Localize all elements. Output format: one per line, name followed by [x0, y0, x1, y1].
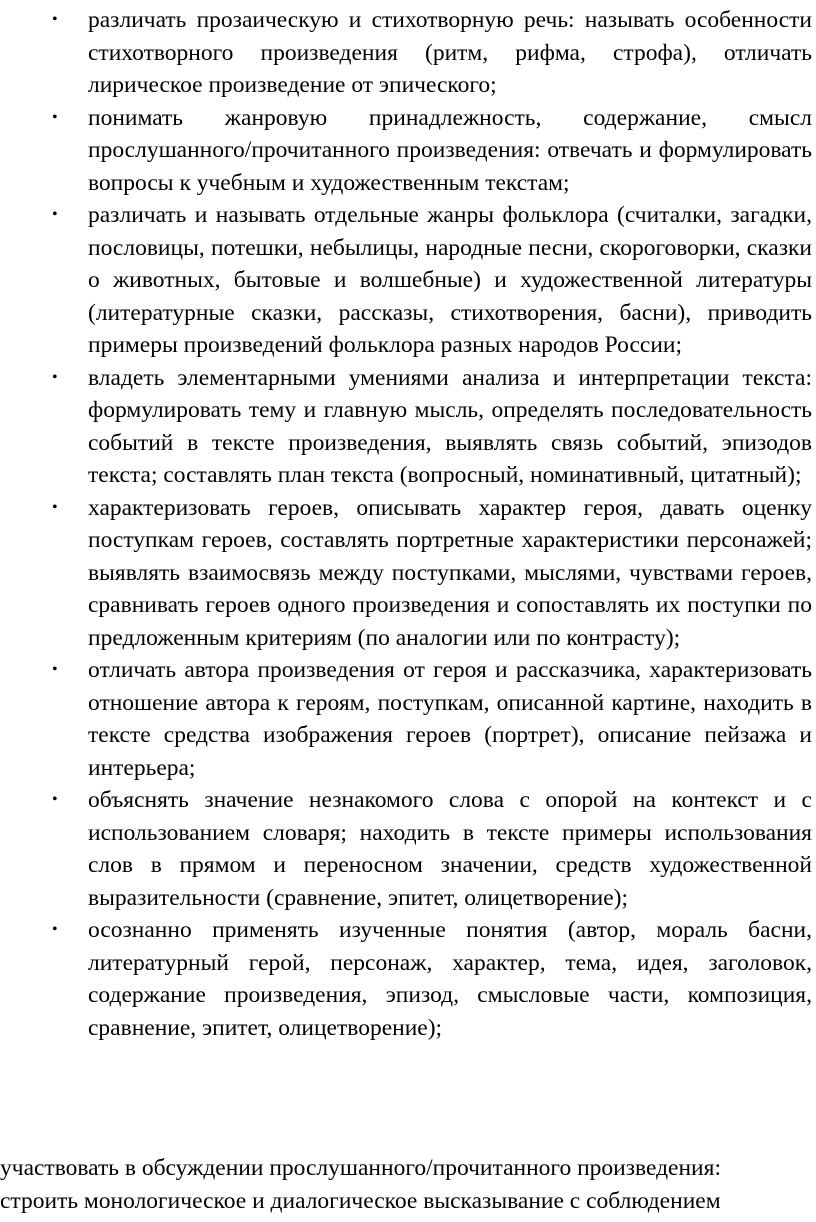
list-item-text: объяснять значение незнакомого слова с опорой на контекст и с использованием словаря; находить в тексте примеры использования слов в прямом и переносном значении, средств художественной выразительности (сравнение, эпитет, олицетворение); [88, 787, 812, 911]
bullet-icon: • [52, 498, 58, 516]
list-item [0, 784, 816, 914]
list-item-text: владеть элементарными умениями анализа и интерпретации текста: формулировать тему и главную мысль, определять последовательность событий в тексте произведения, выявлять связь событий, эпизодов текста; составлять план текста (вопросный, номинативный, цитатный); [88, 364, 812, 488]
paragraph-line: строить монологическое и диалогическое высказывание с соблюдением [0, 1188, 721, 1214]
bullet-icon: • [52, 368, 58, 386]
list-item [0, 102, 816, 200]
list-item [0, 492, 816, 655]
list-item [0, 654, 816, 784]
list-item-text: различать и называть отдельные жанры фольклора (считалки, загадки, пословицы, потешки, небылицы, народные песни, скороговорки, сказки о животных, бытовые и волшебные) и художественной литературы (литературные сказки, рассказы, стихотворения, басни), приводить примеры произведений фольклора разных народов России; [88, 202, 812, 358]
paragraph-line: участвовать в обсуждении прослушанного/прочитанного произведения: [0, 1155, 721, 1181]
bullet-icon: • [52, 11, 58, 28]
bullet-icon: • [52, 108, 58, 126]
list-item-text: характеризовать героев, описывать характер героя, давать оценку поступкам героев, составлять портретные характеристики персонажей; выявлять взаимосвязь между поступками, мыслями, чувствами героев, сравнивать героев одного произведения и сопоставлять их поступки по предложенным критериям (по аналогии или по контрасту); [88, 494, 812, 651]
list-item-text: понимать жанровую принадлежность, содержание, смысл прослушанного/прочитанного произведения: отвечать и формулировать вопросы к учебным и художественным текстам; [88, 104, 812, 196]
bullet-icon: • [52, 921, 58, 938]
bullet-icon: • [52, 206, 58, 223]
list-item [0, 362, 816, 492]
list-item [0, 914, 816, 1044]
bullet-icon: • [52, 661, 58, 678]
list-item-text: осознанно применять изученные понятия (автор, мораль басни, литературный герой, персонаж, характер, тема, идея, заголовок, содержание произведения, эпизод, смысловые части, композиция, сравнение, эпитет, олицетворение); [88, 917, 812, 1041]
list-item [0, 4, 816, 102]
list-item-text: отличать автора произведения от героя и рассказчика, характеризовать отношение автора к героям, поступкам, описанной картине, находить в тексте средства изображения героев (портрет), описание пейзажа и интерьера; [88, 657, 812, 781]
list-item-text: различать прозаическую и стихотворную речь: называть особенности стихотворного произведения (ритм, рифма, строфа), отличать лирическое произведение от эпического; [88, 7, 812, 98]
bullet-icon: • [52, 791, 58, 808]
list-item [0, 199, 816, 362]
